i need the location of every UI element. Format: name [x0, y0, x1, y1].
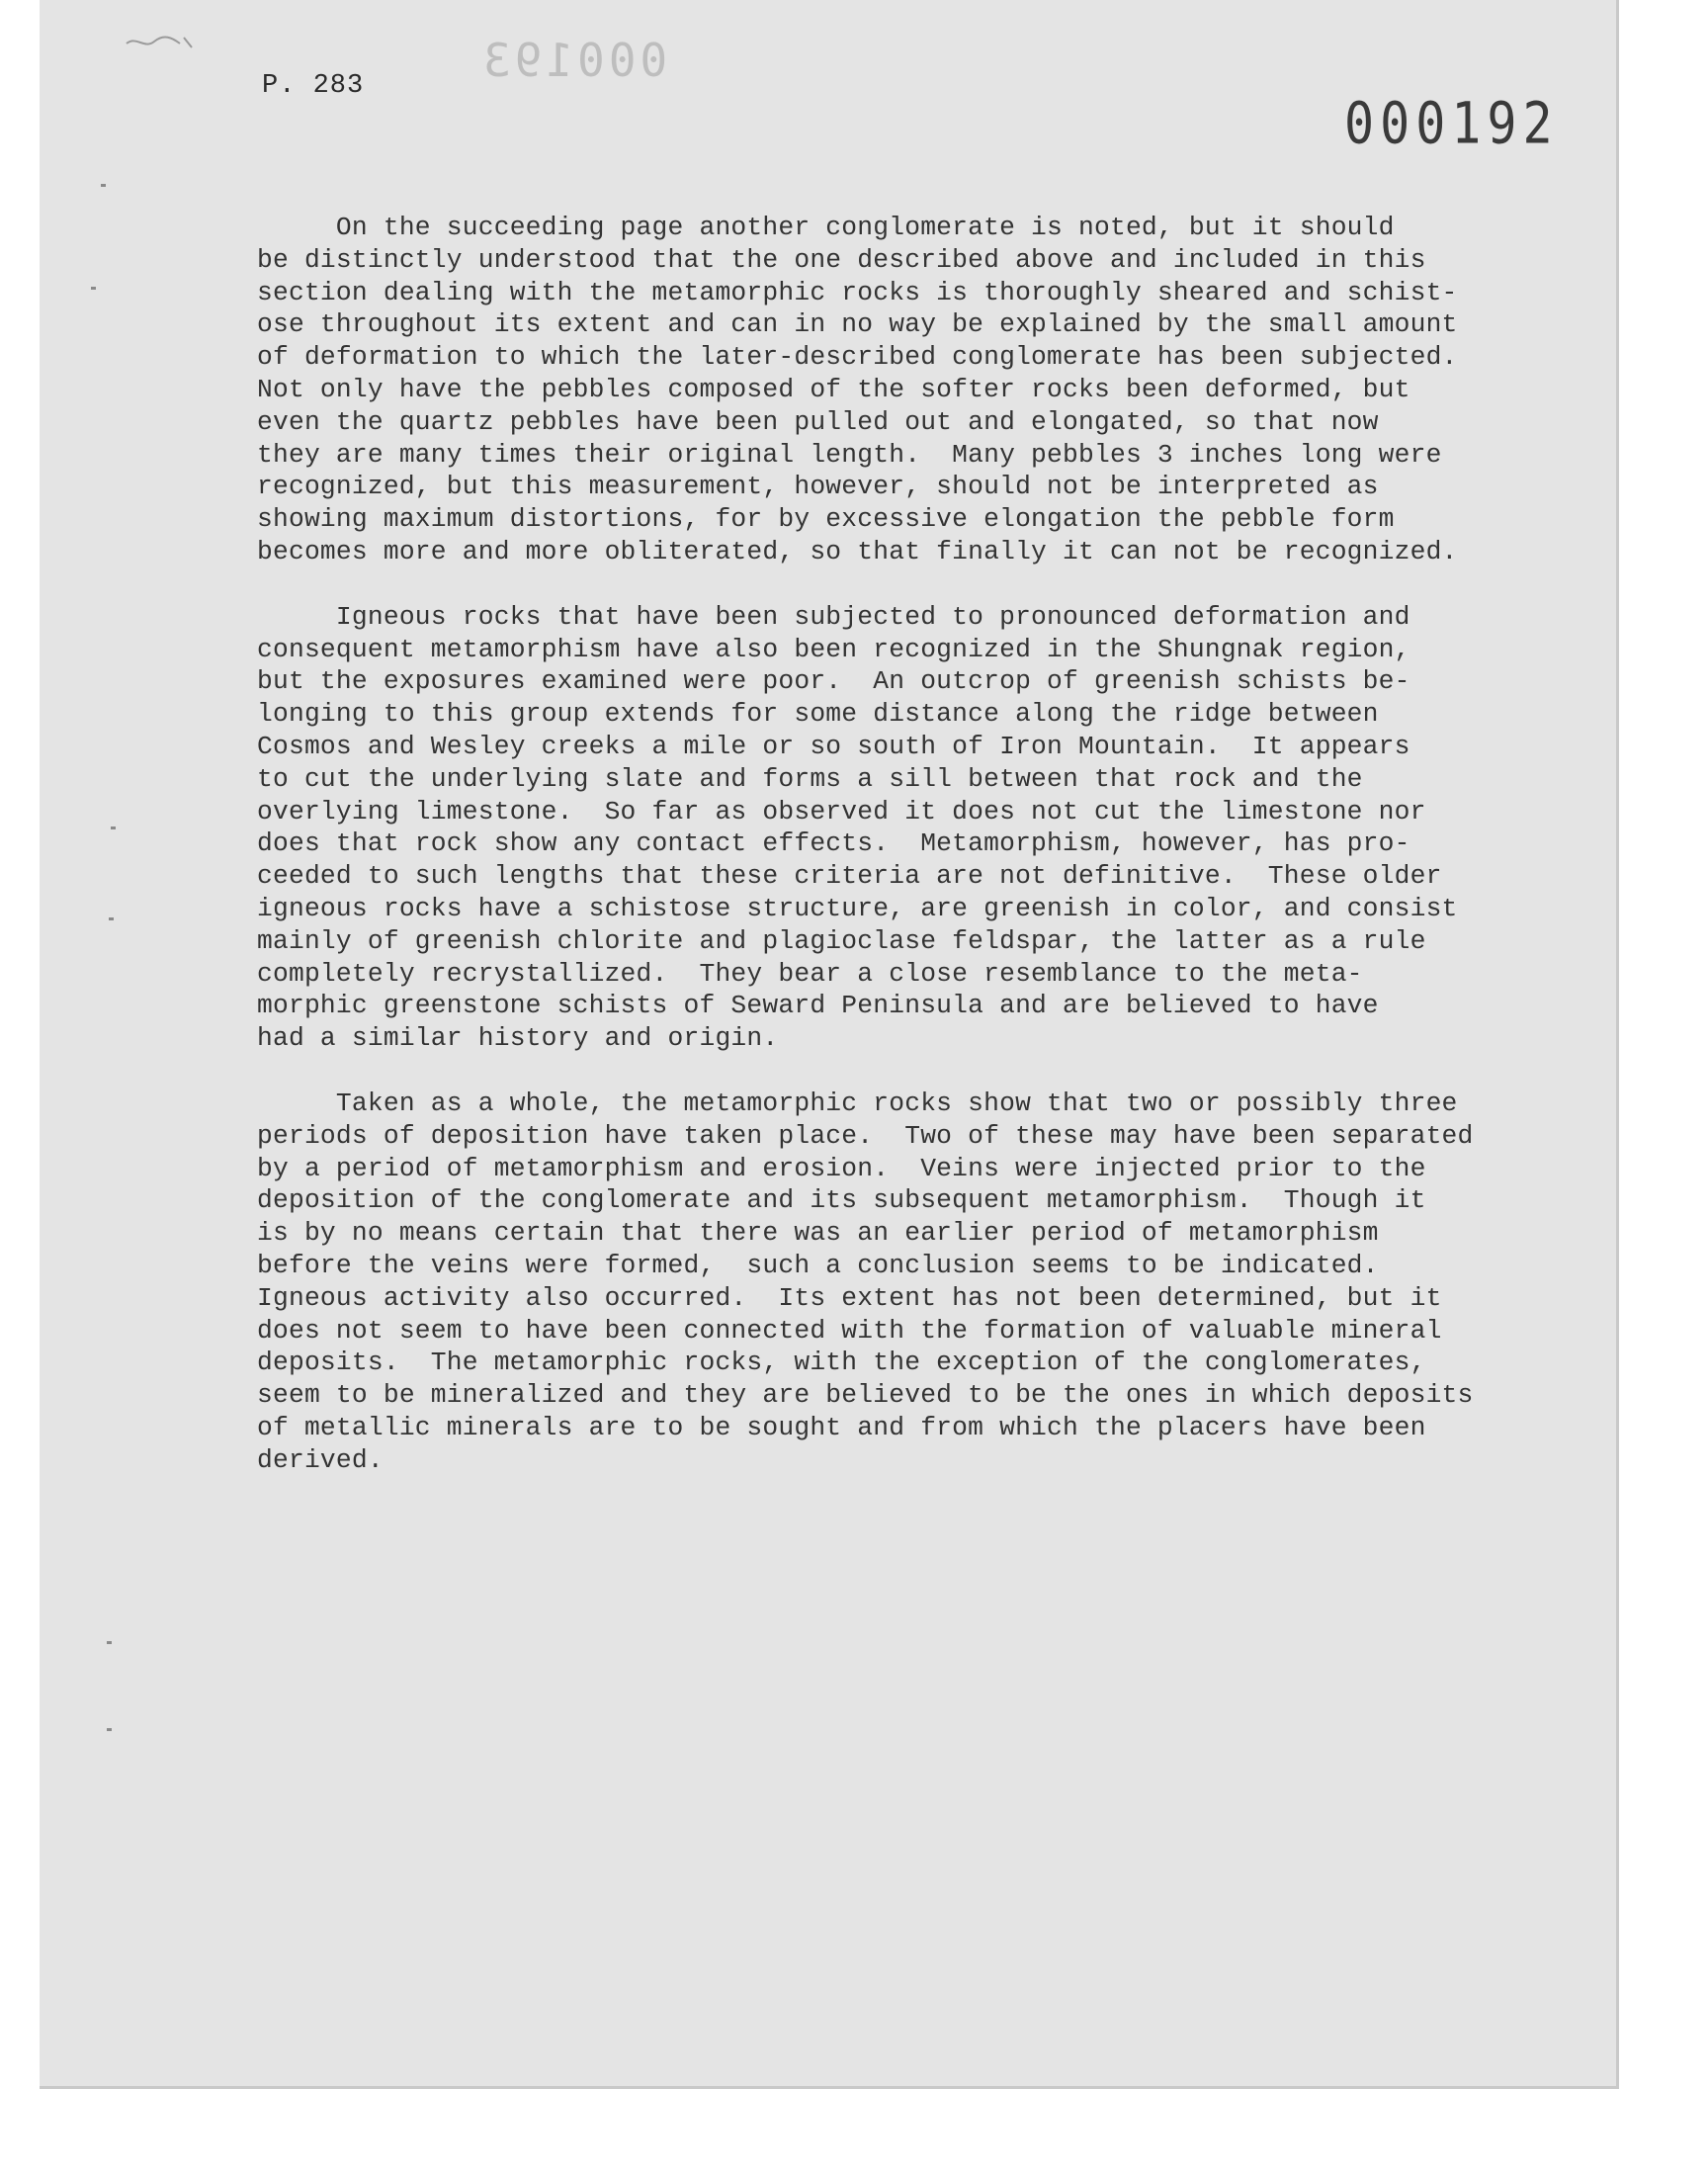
- text-line: section dealing with the metamorphic rocks is thoroughly sheared and schist-: [257, 277, 1458, 307]
- text-line: seem to be mineralized and they are believed to be the ones in which deposits: [257, 1380, 1474, 1411]
- text-line: Taken as a whole, the metamorphic rocks show that two or possibly three: [257, 1088, 1458, 1118]
- faint-bleed-through-stamp: 000193: [479, 34, 668, 87]
- text-line: be distinctly understood that the one described above and included in this: [257, 244, 1426, 275]
- margin-mark: [111, 826, 116, 829]
- text-line: ose throughout its extent and can in no way be explained by the small amount: [257, 309, 1458, 340]
- text-line: even the quartz pebbles have been pulled out and elongated, so that now: [257, 406, 1379, 437]
- text-line: of deformation to which the later-described conglomerate has been subjected.: [257, 342, 1458, 373]
- text-line: showing maximum distortions, for by excessive elongation the pebble form: [257, 504, 1395, 535]
- margin-mark: [109, 917, 114, 920]
- text-line: had a similar history and origin.: [257, 1023, 779, 1054]
- margin-mark: [107, 1641, 112, 1644]
- text-line: recognized, but this measurement, however, should not be interpreted as: [257, 472, 1379, 502]
- text-line: morphic greenstone schists of Seward Peninsula and are believed to have: [257, 991, 1379, 1021]
- margin-mark: [107, 1728, 112, 1731]
- text-line: Igneous activity also occurred. Its extent has not been determined, but it: [257, 1282, 1442, 1313]
- margin-mark: [101, 184, 106, 187]
- text-line: mainly of greenish chlorite and plagioclase feldspar, the latter as a rule: [257, 925, 1426, 956]
- pencil-mark: [123, 30, 202, 53]
- text-line: but the exposures examined were poor. An outcrop of greenish schists be-: [257, 666, 1410, 697]
- text-line: becomes more and more obliterated, so that finally it can not be recognized.: [257, 536, 1458, 566]
- text-line: periods of deposition have taken place. Two of these may have been separated: [257, 1120, 1474, 1151]
- paragraph: [257, 1088, 1572, 1477]
- text-line: igneous rocks have a schistose structure, are greenish in color, and consist: [257, 893, 1458, 923]
- text-line: completely recrystallized. They bear a close resemblance to the meta-: [257, 958, 1363, 989]
- text-line: overlying limestone. So far as observed it does not cut the limestone nor: [257, 796, 1426, 826]
- margin-mark: [91, 287, 96, 290]
- text-line: before the veins were formed, such a conclusion seems to be indicated.: [257, 1250, 1379, 1280]
- text-line: On the succeeding page another conglomerate is noted, but it should: [257, 213, 1395, 242]
- text-line: does that rock show any contact effects. Metamorphism, however, has pro-: [257, 828, 1410, 859]
- text-line: does not seem to have been connected with the formation of valuable mineral: [257, 1315, 1442, 1346]
- text-line: they are many times their original length. Many pebbles 3 inches long were: [257, 439, 1442, 470]
- text-line: of metallic minerals are to be sought and from which the placers have been: [257, 1412, 1426, 1442]
- text-line: is by no means certain that there was an earlier period of metamorphism: [257, 1218, 1379, 1249]
- paragraph: [257, 212, 1572, 568]
- text-line: longing to this group extends for some distance along the ridge between: [257, 699, 1379, 730]
- body-text: [257, 212, 1572, 1509]
- paragraph: [257, 601, 1572, 1055]
- document-page: [40, 0, 1619, 2089]
- text-line: Not only have the pebbles composed of the softer rocks been deformed, but: [257, 374, 1410, 404]
- document-number-stamp: 000192: [1344, 90, 1559, 157]
- text-line: consequent metamorphism have also been recognized in the Shungnak region,: [257, 634, 1410, 664]
- text-line: derived.: [257, 1444, 384, 1475]
- text-line: by a period of metamorphism and erosion. Veins were injected prior to the: [257, 1153, 1426, 1183]
- text-line: deposition of the conglomerate and its subsequent metamorphism. Though it: [257, 1185, 1426, 1216]
- text-line: deposits. The metamorphic rocks, with the exception of the conglomerates,: [257, 1348, 1426, 1378]
- text-line: ceeded to such lengths that these criteria are not definitive. These older: [257, 861, 1442, 892]
- text-line: Igneous rocks that have been subjected to pronounced deformation and: [257, 601, 1410, 632]
- page-reference: P. 283: [262, 71, 365, 101]
- text-line: Cosmos and Wesley creeks a mile or so south of Iron Mountain. It appears: [257, 731, 1410, 761]
- text-line: to cut the underlying slate and forms a sill between that rock and the: [257, 763, 1363, 794]
